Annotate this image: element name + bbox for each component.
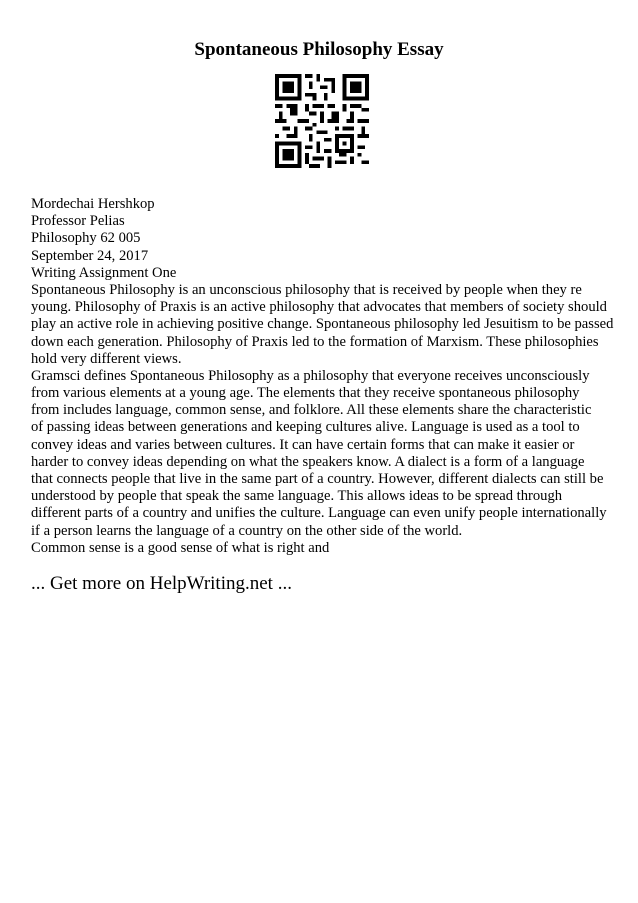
text-line: understood by people that speak the same language. This allows ideas to be spread through bbox=[31, 488, 563, 505]
text-line: down each generation. Philosophy of Praxis led to the formation of Marxism. These philosophies bbox=[31, 333, 599, 350]
text-line: of passing ideas between generations and keeping cultures alive. Language is used as a tool to bbox=[31, 419, 580, 436]
text-line: harder to convey ideas depending on what the speakers know. A dialect is a form of a language bbox=[31, 453, 585, 470]
header-block bbox=[31, 196, 616, 282]
paragraph-1 bbox=[31, 282, 616, 368]
professor-name: Professor Pelias bbox=[31, 213, 125, 230]
text-line: from includes language, common sense, and folklore. All these elements share the characteristic bbox=[31, 402, 592, 419]
author-name: Mordechai Hershkop bbox=[31, 196, 155, 212]
course-name: Philosophy 62 005 bbox=[31, 230, 141, 247]
text-line: convey ideas and varies between cultures. It can have certain forms that can make it easier or bbox=[31, 436, 575, 453]
document-title: Spontaneous Philosophy Essay bbox=[194, 39, 444, 60]
essay-body bbox=[31, 196, 616, 557]
assignment-name: Writing Assignment One bbox=[31, 264, 177, 281]
text-line: young. Philosophy of Praxis is an active philosophy that advocates that members of society should bbox=[31, 299, 607, 316]
qr-code-icon bbox=[275, 74, 369, 168]
text-line: that connects people that live in the same part of a country. However, different dialects can still be bbox=[31, 471, 604, 487]
text-line: hold very different views. bbox=[31, 350, 182, 367]
text-line: play an active role in achieving positive change. Spontaneous philosophy led Jesuitism to be passed bbox=[31, 316, 614, 333]
get-more-link[interactable]: ... Get more on HelpWriting.net ... bbox=[31, 573, 292, 594]
text-line: different parts of a country and unifies the culture. Language can even unify people internationally bbox=[31, 505, 607, 522]
essay-date: September 24, 2017 bbox=[31, 247, 149, 264]
paragraph-3 bbox=[31, 540, 616, 557]
text-line: Common sense is a good sense of what is right and bbox=[31, 539, 330, 556]
text-line: Spontaneous Philosophy is an unconscious philosophy that is received by people when they re bbox=[31, 281, 582, 298]
text-line: Gramsci defines Spontaneous Philosophy as a philosophy that everyone receives unconsciously bbox=[31, 367, 590, 384]
paragraph-2 bbox=[31, 368, 616, 540]
text-line: if a person learns the language of a country on the other side of the world. bbox=[31, 522, 463, 539]
text-line: from various elements at a young age. The elements that they receive spontaneous philosophy bbox=[31, 385, 580, 402]
